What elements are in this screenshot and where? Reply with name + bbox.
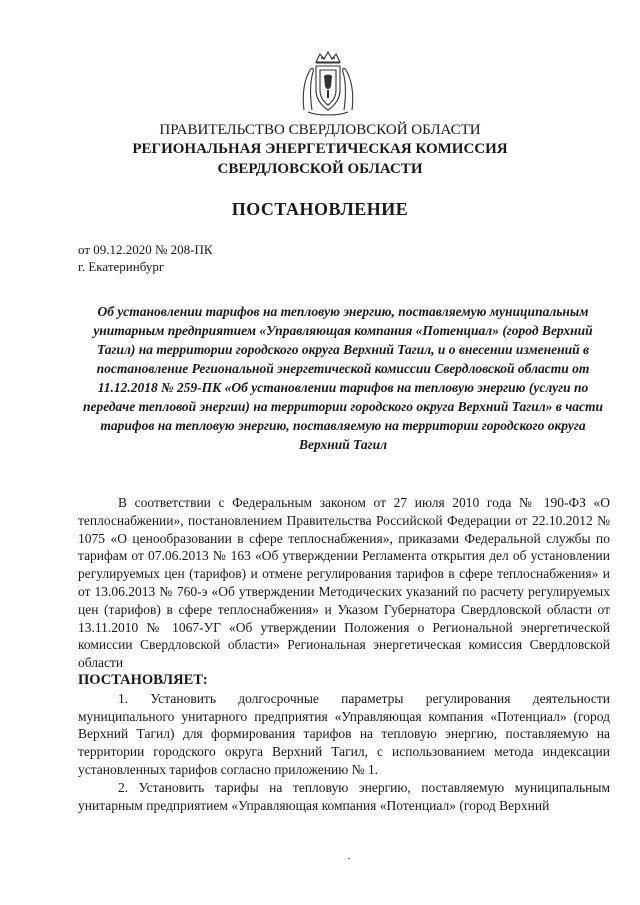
preamble-paragraph: В соответствии с Федеральным законом от 27 июля 2010 года № 190-ФЗ «О теплоснабжении», постановлением Правительства Российской Федерации от 22.10.2012 № 1075 «О ценообразовании в сфере теплоснабжения», приказами Федеральной службы по тарифам от 07.06.2013 № 163 «Об утверждении Регламента открытия дел об установлении регулируемых цен (тарифов) и отмене регулирования тарифов в сфере теплоснабжения» и от 13.06.2013 № 760-э «Об утверждении Методических указаний по расчету регулируемых цен (тарифов) в сфере теплоснабжения» и Указом Губернатора Свердловской области от 13.11.2010 № 1067-УГ «Об утверждении Положения о Региональной энергетической комиссии Свердловской области» Региональная энергетическая комиссия Свердловской области xyxy=(78,495,610,671)
government-name: ПРАВИТЕЛЬСТВО СВЕРДЛОВСКОЙ ОБЛАСТИ xyxy=(159,122,481,138)
scan-speck xyxy=(348,858,350,859)
document-date-number: от 09.12.2020 № 208-ПК xyxy=(78,242,213,257)
document-title: ПОСТАНОВЛЕНИЕ xyxy=(231,199,409,219)
commission-region: СВЕРДЛОВСКОЙ ОБЛАСТИ xyxy=(217,161,423,177)
item-2-paragraph: 2. Установить тарифы на тепловую энергию, поставляемую муниципальным унитарным предприятием «Управляющая компания «Потенциал» (город Верхний xyxy=(78,779,610,813)
document-body xyxy=(78,494,610,814)
coat-of-arms-icon xyxy=(298,50,358,118)
commission-name: РЕГИОНАЛЬНАЯ ЭНЕРГЕТИЧЕСКАЯ КОМИССИЯ xyxy=(132,141,508,157)
document-subject: Об установлении тарифов на тепловую энергию, поставляемую муниципальным унитарным предприятием «Управляющая компания «Потенциал» (город Верхний Тагил) на территории городского округа Верхний Тагил, и о внесении изменений в постановление Региональной энергетической комиссии Свердловской области от 11.12.2018 № 259-ПК «Об установлении тарифов на тепловую энергию (услуги по передаче тепловой энергии) на территории городского округа Верхний Тагил» в части тарифов на тепловую энергию, поставляемую на территории городского округа Верхний Тагил xyxy=(82,304,604,452)
item-1-paragraph: 1. Установить долгосрочные параметры регулирования деятельности муниципального унитарного предприятия «Управляющая компания «Потенциал» (город Верхний Тагил) для формирования тарифов на тепловую энергию, поставляемую на территории городского округа Верхний Тагил, с использованием метода индексации установленных тарифов согласно приложению № 1. xyxy=(78,690,610,777)
document-city: г. Екатеринбург xyxy=(78,259,165,274)
decree-heading: ПОСТАНОВЛЯЕТ: xyxy=(78,671,208,688)
